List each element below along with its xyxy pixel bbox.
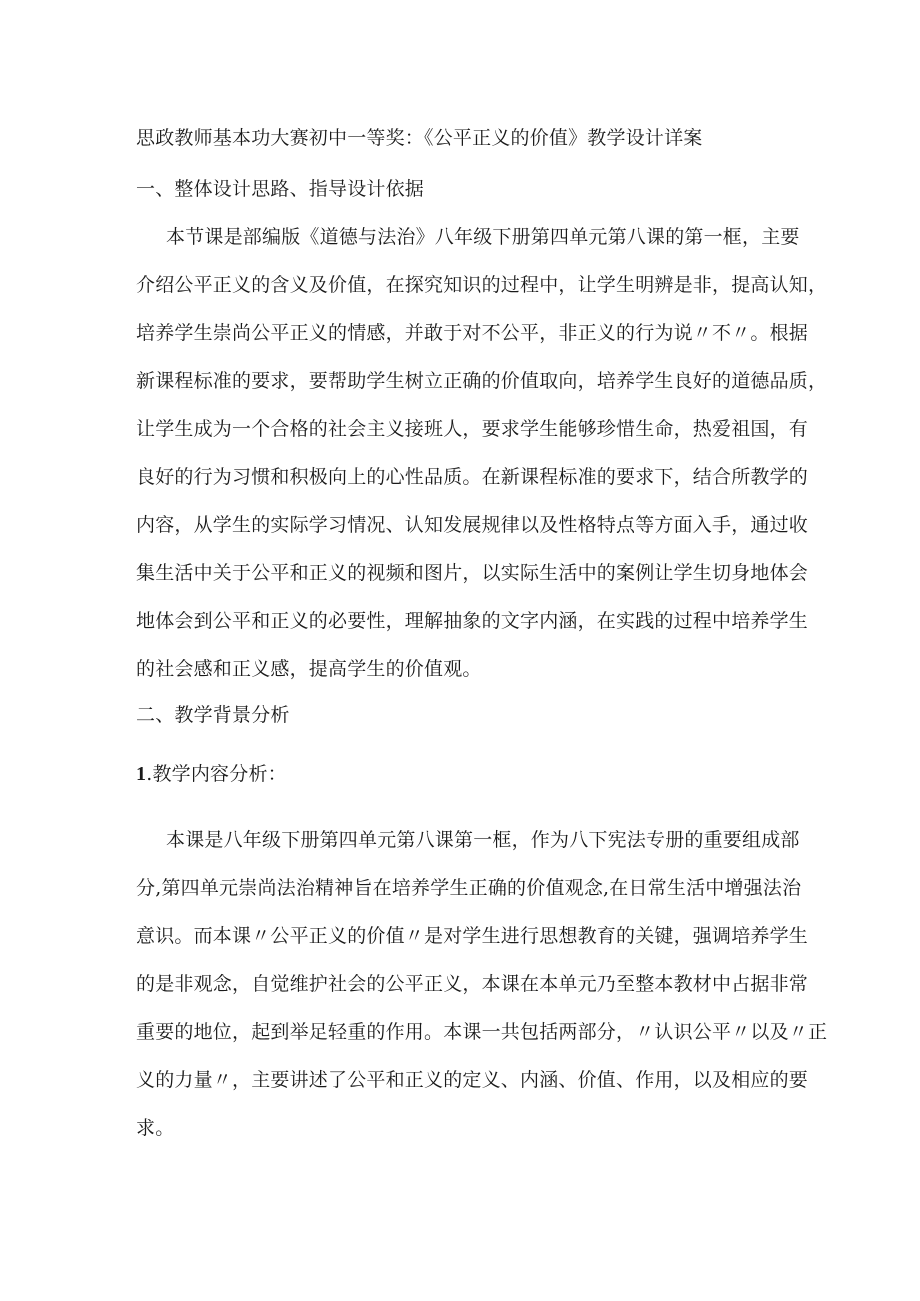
paragraph-line: 的社会感和正义感，提高学生的价值观。 (136, 658, 482, 680)
paragraph-line: 良好的行为习惯和积极向上的心性品质。在新课程标准的要求下，结合所教学的 (136, 466, 809, 488)
paragraph-line: 重要的地位，起到举足轻重的作用。本课一共包括两部分，〃认识公平〃以及〃正 (136, 1021, 828, 1043)
paragraph-line: 培养学生崇尚公平正义的情感，并敢于对不公平，非正义的行为说〃不〃。根据 (136, 322, 809, 344)
paragraph-line: 本课是八年级下册第四单元第八课第一框，作为八下宪法专册的重要组成部 (166, 829, 800, 851)
subsection-number: 1 (136, 763, 147, 785)
section-heading-background: 二、教学背景分析 (136, 704, 290, 726)
paragraph-line: 内容，从学生的实际学习情况、认知发展规律以及性格特点等方面入手，通过收 (136, 514, 809, 536)
subsection-title: .教学内容分析： (146, 763, 287, 785)
paragraph-line: 介绍公平正义的含义及价值，在探究知识的过程中，让学生明辨是非，提高认知， (136, 274, 828, 296)
subsection-heading (136, 762, 287, 786)
paragraph-line: 意识。而本课〃公平正义的价值〃是对学生进行思想教育的关键，强调培养学生 (136, 925, 809, 947)
section-heading-design: 一、整体设计思路、指导设计依据 (136, 178, 425, 200)
paragraph-line: 的是非观念，自觉维护社会的公平正义，本课在本单元乃至整本教材中占据非常 (136, 973, 809, 995)
paragraph-line: 让学生成为一个合格的社会主义接班人，要求学生能够珍惜生命，热爱祖国，有 (136, 418, 809, 440)
paragraph-line: 新课程标准的要求，要帮助学生树立正确的价值取向，培养学生良好的道德品质， (136, 370, 828, 392)
paragraph-line: 本节课是部编版《道德与法治》八年级下册第四单元第八课的第一框，主要 (166, 226, 800, 248)
document-title: 思政教师基本功大赛初中一等奖：《公平正义的价值》教学设计详案 (136, 127, 703, 149)
paragraph-line: 义的力量〃，主要讲述了公平和正义的定义、内涵、价值、作用，以及相应的要 (136, 1069, 809, 1091)
paragraph-line: 集生活中关于公平和正义的视频和图片，以实际生活中的案例让学生切身地体会 (136, 562, 809, 584)
paragraph-line: 地体会到公平和正义的必要性，理解抽象的文字内涵，在实践的过程中培养学生 (136, 610, 809, 632)
paragraph-line: 求。 (136, 1117, 175, 1139)
paragraph-line: 分,第四单元崇尚法治精神旨在培养学生正确的价值观念,在日常生活中增强法治 (136, 877, 802, 899)
